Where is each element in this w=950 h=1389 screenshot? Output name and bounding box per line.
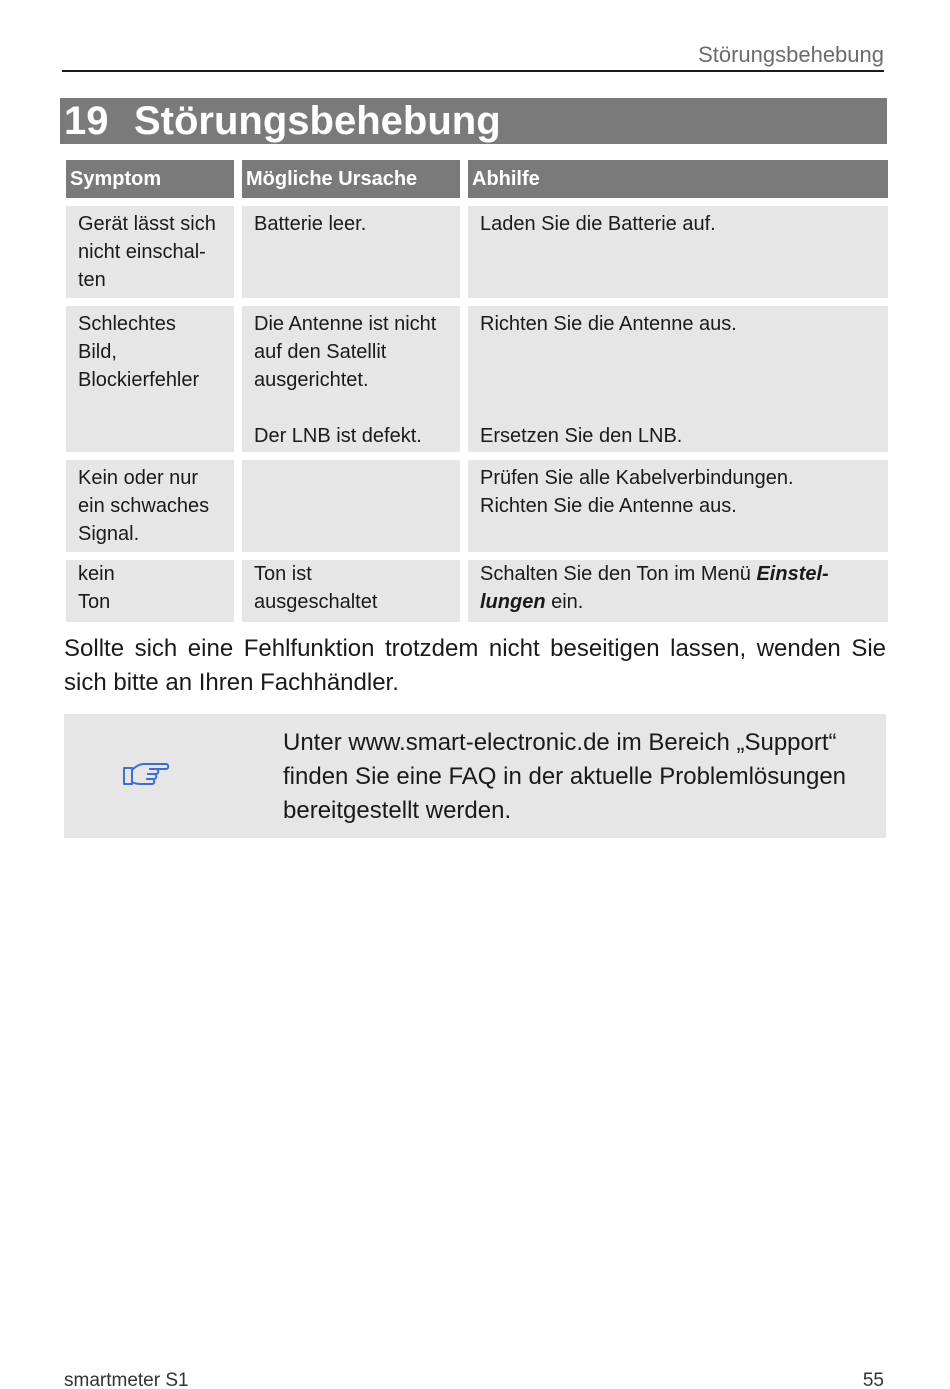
- symptom-line: Ton: [78, 591, 111, 613]
- note-box: [64, 714, 886, 838]
- menu-name: lungen: [480, 591, 546, 613]
- body-paragraph: Sollte sich eine Fehlfunktion trotzdem nicht beseitigen lassen, wenden Sie sich bitte an Ihren Fachhändler.: [64, 635, 886, 696]
- table-row: [66, 306, 888, 452]
- symptom-cell: [66, 206, 234, 298]
- symptom-cell: [66, 560, 234, 622]
- symptom-cell: [66, 460, 234, 552]
- footer-product: smartmeter S1: [64, 1370, 189, 1389]
- header-symptom: Symptom: [66, 160, 234, 198]
- remedy-line: Laden Sie die Batterie auf.: [480, 213, 716, 235]
- symptom-line: Signal.: [78, 523, 140, 545]
- cause-line: ausgeschaltet: [254, 591, 378, 613]
- remedy-line: Prüfen Sie alle Kabelverbindungen.: [480, 467, 794, 489]
- pointing-hand-icon: [120, 754, 176, 794]
- cause-cell: [242, 306, 460, 452]
- symptom-line: Bild,: [78, 341, 117, 363]
- symptom-line: Gerät lässt sich: [78, 213, 216, 235]
- symptom-line: ein schwaches: [78, 495, 210, 517]
- remedy-cell: [468, 460, 888, 552]
- cause-cell: [242, 206, 460, 298]
- cause-line: auf den Satellit: [254, 341, 387, 363]
- note-text: [283, 726, 873, 828]
- menu-name: Einstel-: [756, 563, 829, 585]
- cause-line: Der LNB ist defekt.: [254, 425, 422, 447]
- symptom-line: ten: [78, 269, 106, 291]
- remedy-cell: [468, 306, 888, 452]
- remedy-cell: [468, 560, 888, 622]
- symptom-line: nicht einschal-: [78, 241, 206, 263]
- remedy-line: [480, 560, 878, 588]
- page-number: 55: [862, 1370, 884, 1389]
- remedy-text: ein.: [545, 591, 584, 613]
- cause-line: Batterie leer.: [254, 213, 367, 235]
- symptom-line: Blockierfehler: [78, 369, 200, 391]
- note-line: finden Sie eine FAQ in der aktuelle Problemlösungen: [283, 763, 847, 790]
- symptom-cell: [66, 306, 234, 452]
- chapter-number: 19: [64, 99, 109, 143]
- cause-line: Die Antenne ist nicht: [254, 313, 437, 335]
- cause-line: Ton ist: [254, 563, 312, 585]
- running-header: [62, 42, 884, 72]
- symptom-line: Kein oder nur: [78, 467, 199, 489]
- remedy-text: Schalten Sie den Ton im Menü: [480, 563, 757, 585]
- table-row: [66, 460, 888, 552]
- note-line: bereitgestellt werden.: [283, 797, 512, 824]
- symptom-line: kein: [78, 563, 115, 585]
- note-line: Unter www.smart-electronic.de im Bereich „Support“: [283, 729, 837, 756]
- remedy-line: [480, 588, 878, 616]
- troubleshooting-table: [66, 160, 888, 630]
- header-cause: Mögliche Ursache: [242, 160, 460, 198]
- cause-cell: [242, 460, 460, 552]
- table-header-row: [66, 160, 888, 198]
- table-row: [66, 206, 888, 298]
- symptom-line: Schlechtes: [78, 313, 176, 335]
- remedy-line: Richten Sie die Antenne aus.: [480, 313, 737, 335]
- chapter-heading: [60, 98, 887, 144]
- remedy-cell: [468, 206, 888, 298]
- table-row: [66, 560, 888, 622]
- running-header-title: Störungsbehebung: [698, 42, 884, 67]
- remedy-line: Ersetzen Sie den LNB.: [480, 425, 683, 447]
- chapter-title: Störungsbehebung: [134, 99, 501, 143]
- remedy-line: Richten Sie die Antenne aus.: [480, 495, 737, 517]
- cause-line: ausgerichtet.: [254, 369, 369, 391]
- cause-cell: [242, 560, 460, 622]
- header-remedy: Abhilfe: [468, 160, 888, 198]
